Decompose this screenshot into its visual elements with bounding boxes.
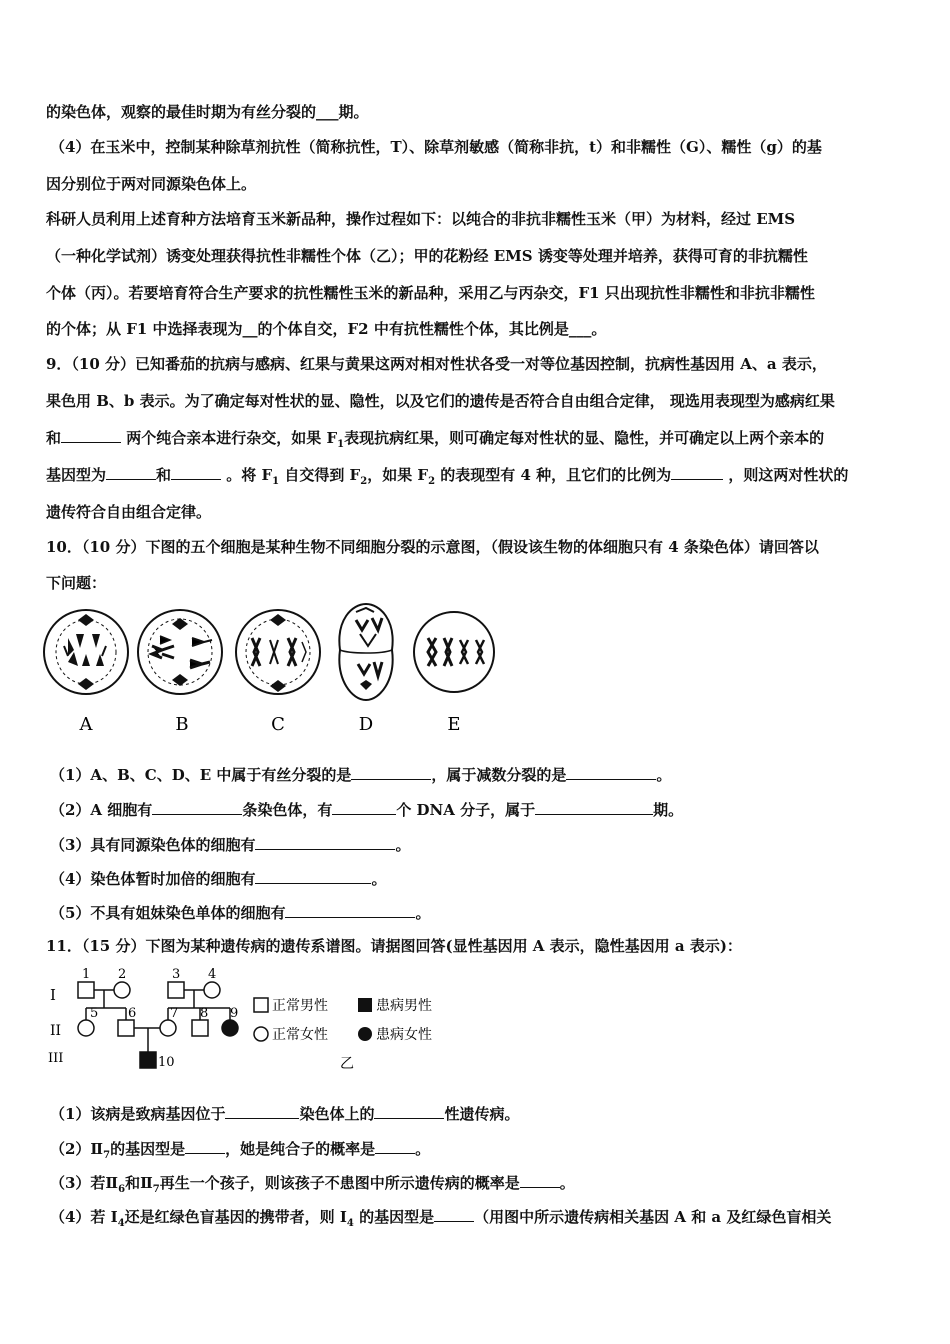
cell-division-figure (40, 600, 510, 740)
cell-label: E (447, 714, 461, 735)
q11-text: ，她是纯合子的概率是 (225, 1140, 376, 1158)
q11-text: （用图中所示遗传病相关基因 A 和 a 及红绿色盲相关 (474, 1208, 832, 1226)
individual-10-affected-male (140, 1052, 156, 1068)
text-line: 的个体；从 F1 中选择表现为__的个体自交，F2 中有抗性糯性个体，其比例是___。 (46, 320, 607, 338)
q9-text: 。将 F (221, 466, 273, 484)
pedigree-chart (40, 960, 460, 1080)
q11-text: 染色体上的 (299, 1105, 375, 1123)
text-line: 因分别位于两对同源染色体上。 (46, 175, 257, 193)
cell-c-diagram (236, 610, 320, 694)
individual-number: 8 (200, 1006, 209, 1021)
q10-text: （3）具有同源染色体的细胞有 (50, 836, 256, 854)
answer-blank[interactable] (520, 1173, 560, 1188)
legend-affected-male-icon (358, 998, 372, 1012)
question-11-answer (50, 1173, 912, 1200)
individual-number: 9 (230, 1006, 239, 1021)
individual-number: 6 (128, 1006, 137, 1021)
answer-blank[interactable] (61, 428, 121, 443)
q10-text: 条染色体，有 (242, 801, 333, 819)
q11-text: 的基因型是 (353, 1208, 435, 1226)
question-10-answer (50, 869, 912, 889)
q11-text: 。 (559, 1174, 575, 1192)
individual-9-affected-female (222, 1020, 238, 1036)
individual-6-male (118, 1020, 134, 1036)
text-line: （4）在玉米中，控制某种除草剂抗性（简称抗性，T）、除草剂敏感（简称非抗，t）和非糯性（G）、糯性（g）的基 (50, 138, 822, 156)
question-10-line: 下问题： (46, 574, 107, 592)
legend-normal-female-icon (254, 1027, 268, 1041)
q11-text: （3）若Ⅱ (50, 1174, 119, 1192)
question-10-answer (50, 835, 912, 855)
q11-text: 和Ⅱ (125, 1174, 153, 1192)
q11-text: 再生一个孩子，则该孩子不患图中所示遗传病的概率是 (159, 1174, 520, 1192)
answer-blank[interactable] (185, 1139, 225, 1154)
individual-number: 10 (158, 1055, 175, 1070)
generation-label: III (48, 1051, 64, 1066)
generation-label: I (50, 986, 56, 1004)
q9-text: 的表现型有 4 种，且它们的比例为 (435, 466, 672, 484)
q10-text: 期。 (653, 801, 684, 819)
question-9-line (46, 428, 908, 455)
q9-text: 两个纯合亲本进行杂交，如果 F (121, 429, 338, 447)
q10-text: 。 (371, 870, 387, 888)
individual-number: 4 (208, 967, 217, 982)
subscript: 1 (272, 476, 280, 487)
q9-text: 和 (156, 466, 172, 484)
individual-7-female (160, 1020, 176, 1036)
question-11-answer (50, 1207, 912, 1234)
q11-text: 还是红绿色盲基因的携带者，则 I (124, 1208, 347, 1226)
subscript: 7 (152, 1184, 160, 1195)
question-11-answer (50, 1104, 912, 1124)
q11-text: 。 (415, 1140, 431, 1158)
q10-text: 。 (656, 766, 672, 784)
answer-blank[interactable] (535, 800, 653, 815)
answer-blank[interactable] (255, 869, 371, 884)
question-10-answer (50, 800, 912, 820)
answer-blank[interactable] (671, 465, 723, 480)
question-9-line (46, 465, 908, 492)
question-10-answer (50, 765, 912, 785)
subscript: 2 (360, 476, 368, 487)
text-line: （一种化学试剂）诱变处理获得抗性非糯性个体（乙）；甲的花粉经 EMS 诱变等处理并培养，获得可育的非抗糯性 (46, 247, 808, 265)
cell-e-diagram (414, 612, 494, 692)
cell-label: D (358, 714, 374, 735)
individual-number: 2 (118, 967, 127, 982)
answer-blank[interactable] (255, 835, 395, 850)
q9-text: ，如果 F (367, 466, 429, 484)
individual-number: 3 (172, 967, 181, 982)
cell-label: A (79, 714, 93, 735)
cell-b-diagram (138, 610, 222, 694)
answer-blank[interactable] (225, 1104, 299, 1119)
subscript: 2 (428, 476, 436, 487)
answer-blank[interactable] (374, 1104, 444, 1119)
answer-blank[interactable] (285, 903, 415, 918)
q10-text: （5）不具有姐妹染色单体的细胞有 (50, 904, 286, 922)
q10-text: （4）染色体暂时加倍的细胞有 (50, 870, 256, 888)
answer-blank[interactable] (152, 800, 242, 815)
q11-text: 性遗传病。 (444, 1105, 520, 1123)
legend-normal-male-icon (254, 998, 268, 1012)
q9-text: 自交得到 F (279, 466, 361, 484)
question-9-line: 果色用 B、b 表示。为了确定每对性状的显、隐性，以及它们的遗传是否符合自由组合定律， 现选用表现型为感病红果 (46, 392, 835, 410)
q10-text: ，属于减数分裂的是 (431, 766, 567, 784)
question-11-answer (50, 1139, 912, 1166)
q10-text: （2）A 细胞有 (50, 801, 153, 819)
text-line: 的染色体，观察的最佳时期为有丝分裂的___期。 (46, 103, 369, 121)
legend-affected-female-icon (358, 1027, 372, 1041)
individual-1-male (78, 982, 94, 998)
answer-blank[interactable] (332, 800, 396, 815)
q11-text: 的基因型是 (110, 1140, 186, 1158)
q9-text: 和 (46, 429, 62, 447)
q10-text: 。 (415, 904, 431, 922)
q11-text: （1）该病是致病基因位于 (50, 1105, 226, 1123)
generation-label: II (50, 1023, 62, 1039)
answer-blank[interactable] (106, 465, 156, 480)
individual-8-male (192, 1020, 208, 1036)
q10-text: （1）A、B、C、D、E 中属于有丝分裂的是 (50, 766, 352, 784)
subscript: 7 (103, 1150, 111, 1161)
question-9-line: 遗传符合自由组合定律。 (46, 503, 212, 521)
subscript: 4 (117, 1218, 125, 1229)
cell-label: C (271, 714, 285, 735)
answer-blank[interactable] (434, 1207, 474, 1222)
q11-text: （4）若 I (50, 1208, 118, 1226)
legend-affected-male: 患病男性 (376, 998, 432, 1014)
answer-blank[interactable] (171, 465, 221, 480)
figure-caption: 乙 (340, 1056, 354, 1072)
individual-2-female (114, 982, 130, 998)
cell-label: B (175, 714, 189, 735)
cell-d-diagram (339, 604, 392, 700)
q10-text: 。 (395, 836, 411, 854)
legend-affected-female: 患病女性 (376, 1027, 432, 1043)
answer-blank[interactable] (566, 765, 656, 780)
individual-number: 7 (170, 1006, 179, 1021)
question-11-line: 11．（15 分）下图为某种遗传病的遗传系谱图。请据图回答(显性基因用 A 表示，隐性基因用 a 表示)： (46, 937, 742, 955)
individual-5-female (78, 1020, 94, 1036)
answer-blank[interactable] (351, 765, 431, 780)
q9-text: ，则这两对性状的 (723, 466, 849, 484)
individual-number: 5 (90, 1006, 99, 1021)
individual-4-female (204, 982, 220, 998)
q11-text: （2）Ⅱ (50, 1140, 104, 1158)
legend-normal-female: 正常女性 (272, 1027, 328, 1043)
individual-number: 1 (82, 967, 91, 982)
q9-text: 基因型为 (46, 466, 107, 484)
question-10-line: 10．（10 分）下图的五个细胞是某种生物不同细胞分裂的示意图，（假设该生物的体细胞只有 4 条染色体）请回答以 (46, 538, 819, 556)
subscript: 1 (337, 439, 345, 450)
cell-a-diagram (44, 610, 128, 694)
legend-normal-male: 正常男性 (272, 998, 328, 1014)
subscript: 4 (346, 1218, 354, 1229)
text-line: 科研人员利用上述育种方法培育玉米新品种，操作过程如下：以纯合的非抗非糯性玉米（甲）为材料，经过 EMS (46, 210, 796, 228)
q10-text: 个 DNA 分子，属于 (396, 801, 536, 819)
answer-blank[interactable] (375, 1139, 415, 1154)
subscript: 6 (118, 1184, 126, 1195)
q9-text: 表现抗病红果，则可确定每对性状的显、隐性，并可确定以上两个亲本的 (344, 429, 825, 447)
text-line: 个体（丙）。若要培育符合生产要求的抗性糯性玉米的新品种，采用乙与丙杂交，F1 只出现抗性非糯性和非抗非糯性 (46, 284, 815, 302)
question-10-answer (50, 903, 912, 923)
question-9-line: 9．（10 分）已知番茄的抗病与感病、红果与黄果这两对相对性状各受一对等位基因控制，抗病性基因用 A、a 表示， (46, 355, 827, 373)
individual-3-male (168, 982, 184, 998)
